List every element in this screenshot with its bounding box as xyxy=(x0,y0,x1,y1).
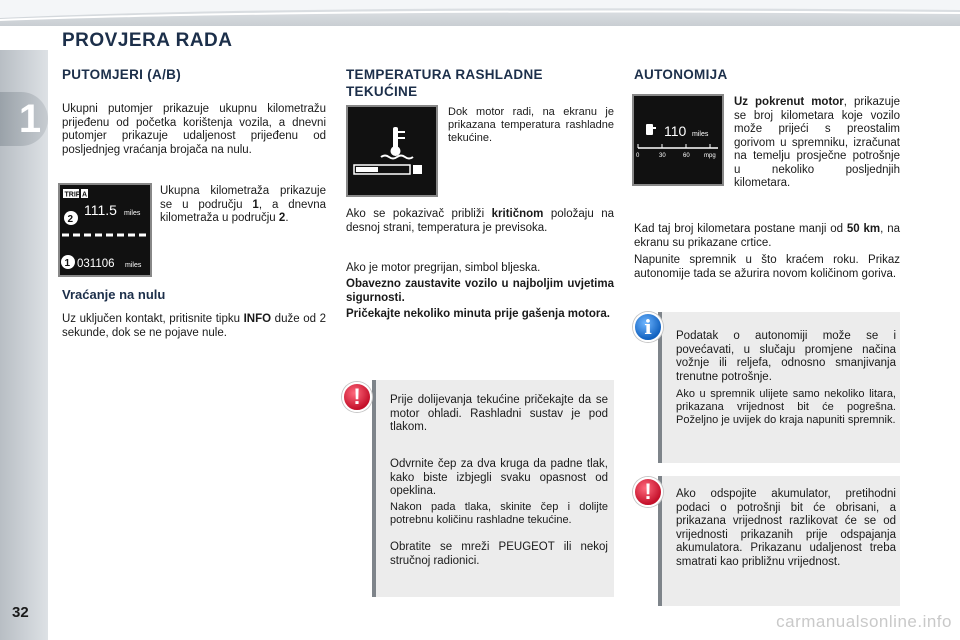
page-number: 32 xyxy=(12,604,29,621)
page-title: PROVJERA RADA xyxy=(62,30,233,51)
trip-label: TRIP xyxy=(64,191,81,199)
range-side-text: Uz pokrenut motor, prikazuje se broj kilometara koje vozilo može prijeći s preostalim gorivom u spremniku, izračunat na temelju prosječne potrošnje u nekoliko posljednjih kilometara. xyxy=(734,96,900,189)
range-warning-text: Ako odspojite akumulator, pretihodni podaci o potrošnji bit će obrisani, a prikazana vrijednost razlikovat će se od vrijednosti prikazanih prije odspajanja akumulatora. Prikazanu udaljenost treba smatrati kao približnu vrijednost. xyxy=(676,488,896,568)
info-icon: i xyxy=(633,312,663,342)
trip-unit: miles xyxy=(124,210,141,217)
range-low-text: Kad taj broj kilometara postane manji od 50 km, na ekranu su prikazane crtice. xyxy=(634,223,900,249)
coolant-wait-text: Pričekajte nekoliko minuta prije gašenja motora. xyxy=(346,308,610,320)
info-text-1: Podatak o autonomiji može se i povećavati, u slučaju promjene načina vožnje ili reljefa, odnosno smanjivanja trenutne potrošnje. xyxy=(676,330,896,383)
coolant-display xyxy=(346,105,438,197)
coolant-display-graphic xyxy=(348,107,436,195)
range-refill-text: Napunite spremnik u što kraćem roku. Prikaz autonomije tada se ažurira novom količinom goriva. xyxy=(634,254,900,280)
scale-0: 0 xyxy=(636,153,640,159)
header-band xyxy=(0,0,960,26)
thermometer-icon xyxy=(381,127,413,159)
range-value: 110 xyxy=(664,123,687,139)
trip-value: 111.5 xyxy=(84,202,117,218)
watermark: carmanualsonline.info xyxy=(776,612,952,631)
reset-heading: Vraćanje na nulu xyxy=(62,287,166,302)
info-text-2: Ako u spremnik ulijete samo nekoliko litara, prikazana vrijednost bit će pogrešna. Poželjno je uvijek do kraja napuniti spremnik. xyxy=(676,388,896,426)
coolant-side-text: Dok motor radi, na ekranu je prikazana temperatura rashladne tekućine. xyxy=(448,106,614,144)
range-warning-box xyxy=(658,476,900,606)
coolant-warning-box xyxy=(372,380,614,597)
warning-text-2: Odvrnite čep za dva kruga da padne tlak, kako biste izbjegli svaku opasnost od opeklina. xyxy=(390,458,608,497)
marker-2: 2 xyxy=(67,214,74,225)
coolant-heading: TEMPERATURA RASHLADNE TEKUĆINE xyxy=(346,67,543,99)
warning-icon: ! xyxy=(342,382,372,412)
odometer-display xyxy=(58,183,152,277)
trip-letter: A xyxy=(82,191,88,199)
coolant-stop-text: Obavezno zaustavite vozilo u najboljim uvjetima sigurnosti. xyxy=(346,278,614,304)
scale-30: 30 xyxy=(659,153,666,159)
header-swoosh xyxy=(0,0,960,26)
chapter-number: 1 xyxy=(18,97,42,141)
scale-60: 60 xyxy=(683,153,690,159)
marker-1: 1 xyxy=(64,258,71,269)
odometer-intro: Ukupni putomjer prikazuje ukupnu kilometražu prijeđenu od početka korištenja vozila, a dnevni putomjer prikazuje udaljenost prijeđenu od posljednjeg vraćanja brojača na nulu. xyxy=(62,103,326,156)
fuel-pump-icon xyxy=(646,124,656,135)
scale-mpg: mpg xyxy=(704,153,716,159)
range-unit: miles xyxy=(692,131,709,138)
coolant-critical-text: Ako se pokazivač približi kritičnom položaju na desnoj strani, temperatura je previsoka. xyxy=(346,208,614,234)
reset-text: Uz uključen kontakt, pritisnite tipku INFO duže od 2 sekunde, dok se ne pojave nule. xyxy=(62,313,326,339)
odo-value: 031106 xyxy=(77,258,115,270)
range-display xyxy=(632,94,724,186)
coolant-overheat-text: Ako je motor pregrijan, simbol bljeska. xyxy=(346,262,541,274)
range-display-graphic xyxy=(634,96,722,184)
warning-text-3: Nakon pada tlaka, skinite čep i dolijte potrebnu količinu rashladne tekućine. xyxy=(390,501,608,526)
warning-icon: ! xyxy=(633,477,663,507)
odo-unit: miles xyxy=(125,262,142,269)
range-heading: AUTONOMIJA xyxy=(634,67,728,82)
warning-text-4: Obratite se mreži PEUGEOT ili nekoj stručnoj radionici. xyxy=(390,541,608,567)
range-info-box xyxy=(658,312,900,463)
odometer-display-graphic xyxy=(60,185,150,275)
odometer-areas-text: Ukupna kilometraža prikazuje se u području 1, a dnevna kilometraža u području 2. xyxy=(160,185,326,224)
odometer-heading: PUTOMJERI (A/B) xyxy=(62,67,182,82)
warning-text-1: Prije dolijevanja tekućine pričekajte da se motor ohladi. Rashladni sustav je pod tlakom. xyxy=(390,394,608,433)
